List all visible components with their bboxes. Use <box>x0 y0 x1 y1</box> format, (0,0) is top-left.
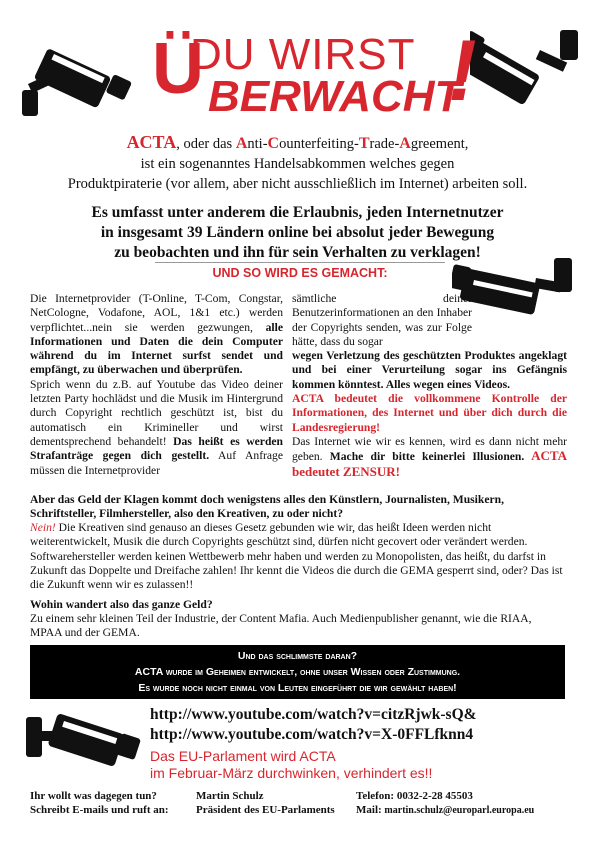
left-column-text: Die Internetprovider (T-Online, T-Com, Congstar, NetCologne, Vodafone, AOL, 1&1 etc.) werden verpflichtet...nein sie werden gezwungen, alle Informationen und Daten die dein Computer während du im Internet surfst sendet und empfängt, zu überwachen und überprüfen. Sprich wenn du z.B. auf Youtube das Video deiner letzten Party hochlädst und die Musik im Hintergrund durch Copyright rechtlich geschützt ist, bist du automatisch ein Krimineller und wirst dementsprechend behandelt! Das heißt es werden Strafanträge gegen dich gestellt. Auf Anfrage müssen die Internetprovider <box>30 292 283 477</box>
section-heading: UND SO WIRD ES GEMACHT: <box>155 262 445 280</box>
youtube-link-1[interactable]: http://www.youtube.com/watch?v=citzRjwk-sQ& <box>150 706 477 723</box>
right-column-text: sämtliche deiner Benutzerinformationen an den Inhaber der Copyrights senden, was zur Folge hätte, dass du sogar wegen Verletzung des geschützten Produktes angeklagt und bei einer Verurteilung sogar ins Gefängnis kommen könntest. Alles wegen eines Videos. ACTA bedeutet die vollkommene Kontrolle der Informationen, des Internet und über dich durch die Landesregierung! Das Internet wie wir es kennen, wird es dann nicht mehr geben. Mache dir bitte keinerlei Illusionen. ACTA bedeutet ZENSUR! <box>292 292 567 479</box>
footer-contact-name: Martin Schulz Präsident des EU-Parlaments <box>196 790 335 816</box>
footer-instructions: Ihr wollt was dagegen tun? Schreibt E-mails und ruft an: <box>30 790 169 816</box>
secret-notice-box: Und das schlimmste daran? ACTA wurde im Geheimen entwickelt, ohne unser Wissen oder Zustimmung. Es wurde noch nicht einmal von Leuten eingeführt die wir gewählt haben! <box>30 645 565 699</box>
phone-number: Telefon: 0032-2-28 45503 <box>356 790 473 802</box>
call-to-action: Das EU-Parlament wird ACTA im Februar-März durchwinken, verhindert es!! <box>150 748 433 781</box>
acta-label: ACTA <box>126 132 177 152</box>
title-exclamation: ! <box>448 23 477 119</box>
camera-top-right-icon <box>470 20 585 120</box>
footer-contact-details: Telefon: 0032-2-28 45503 Mail: martin.schulz@europarl.europa.eu <box>356 790 535 816</box>
answer-paragraph: Nein! Die Kreativen sind genauso an dieses Gesetz gebunden wie wir, das heißt Ideen werden nicht weiterentwickelt, Musik die durch Copyrights geschützt sind, dürfen nicht gecovert oder verändert werden. Softwarehersteller werden keinen Wettbewerb mehr haben und werden zu Monopolisten, das heißt, du darfst in Zukunft das Doppelte und Dreifache zahlen! Ihr kennt die Videos die durch die GEMA gesperrt sind, oder? Das ist die Zukunft wenn wir es zulassen!! <box>30 521 563 592</box>
title-line2: BERWACHT <box>208 72 462 121</box>
claim-paragraph: Es umfasst unter anderem die Erlaubnis, jeden Internetnutzer in insgesamt 39 Ländern online bei absolut jeder Bewegung zu beobachten und ihn für sein Verhalten zu verklagen! <box>91 204 504 261</box>
youtube-link-2[interactable]: http://www.youtube.com/watch?v=X-0FFLfknn4 <box>150 726 474 743</box>
question-heading: Aber das Geld der Klagen kommt doch wenigstens alles den Künstlern, Journalisten, Musikern, Schriftsteller, Filmhersteller, also den Kreativen, zu oder nicht? <box>30 493 504 520</box>
money-answer: Zu einem sehr kleinen Teil der Industrie, der Content Mafia. Auch Medienpublisher genannt, wie die RIAA, MPAA und der GEMA. <box>30 612 532 640</box>
camera-top-left-icon <box>18 40 138 120</box>
camera-bottom-left-icon <box>22 695 147 775</box>
intro-paragraph: ACTA, oder das Anti-Counterfeiting-Trade-Agreement, ist ein sogenanntes Handelsabkommen welches gegen Produktpiraterie (vor allem, aber nicht ausschließlich im Internet) arbeiten soll. <box>67 132 528 192</box>
email-link[interactable]: martin.schulz@europarl.europa.eu <box>384 805 535 816</box>
money-question: Wohin wandert also das ganze Geld? <box>30 598 213 611</box>
title-umlaut-letter: Ü <box>152 29 204 109</box>
title-line1: DU WIRST <box>190 30 416 79</box>
